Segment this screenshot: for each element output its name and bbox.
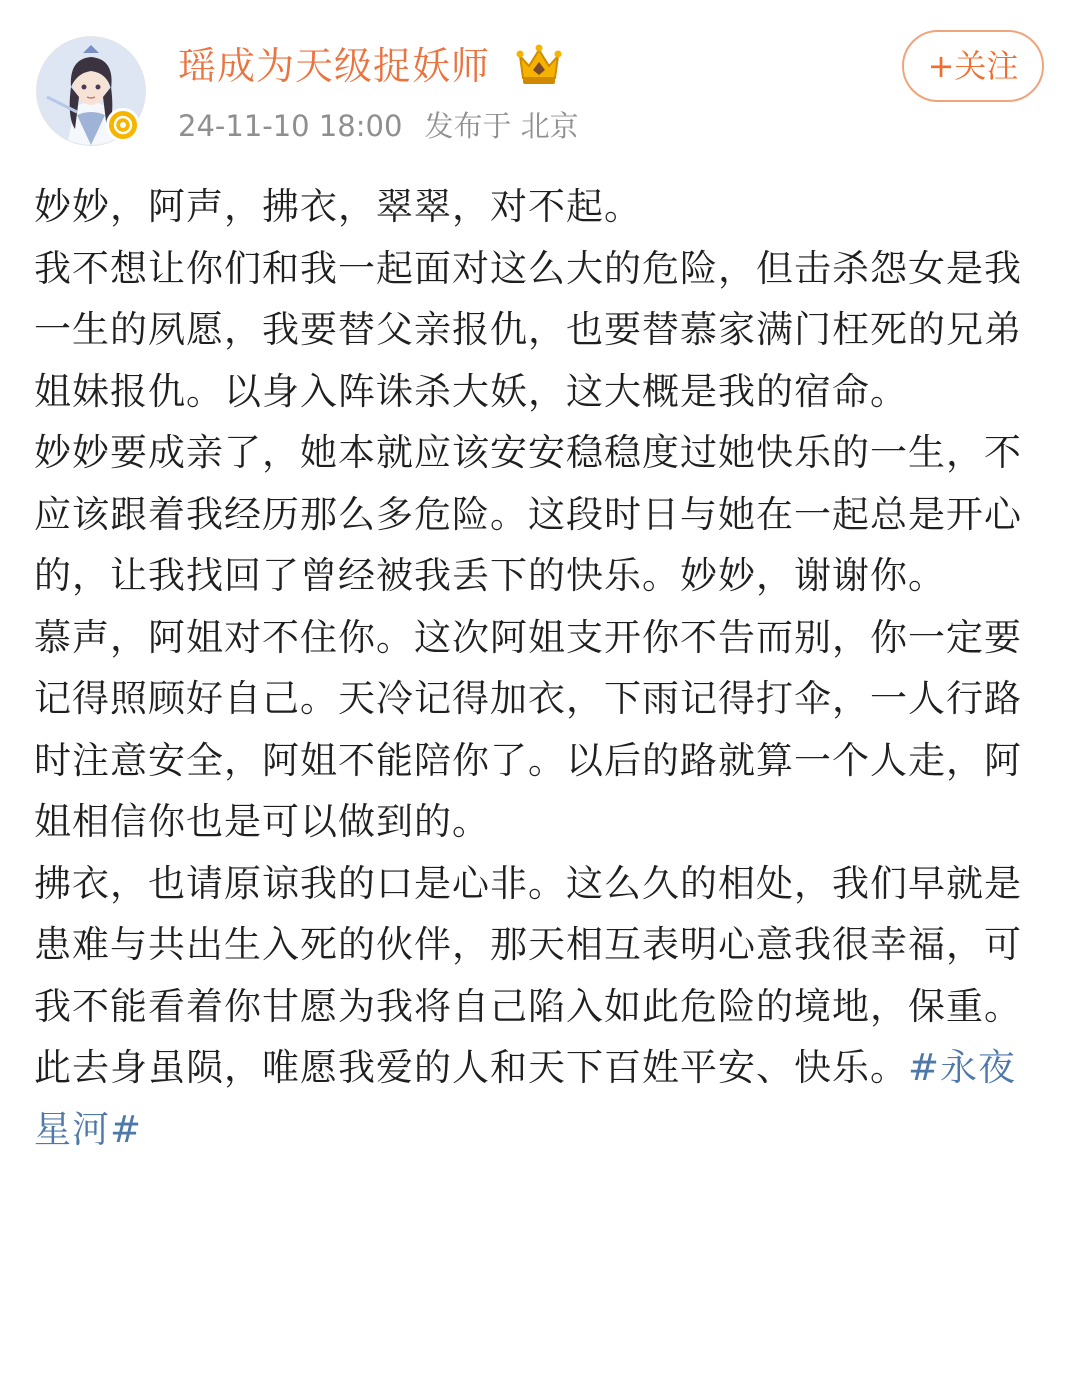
- post-paragraph-last: [34, 1037, 1048, 1160]
- author-name[interactable]: 瑶成为天级捉妖师: [178, 44, 491, 88]
- post-timestamp: 24-11-10 18:00: [178, 109, 403, 143]
- post-paragraph: 拂衣，也请原谅我的口是心非。这么久的相处，我们早就是患难与共出生入死的伙伴，那天相互表明心意我很幸福，可我不能看着你甘愿为我将自己陷入如此危险的境地，保重。: [34, 861, 1022, 1028]
- post-header: [0, 0, 1080, 150]
- post-paragraph: 妙妙，阿声，拂衣，翠翠，对不起。: [34, 185, 642, 228]
- post-paragraph: 我不想让你们和我一起面对这么大的危险，但击杀怨女是我一生的夙愿，我要替父亲报仇，也要替慕家满门枉死的兄弟姐妹报仇。以身入阵诛杀大妖，这大概是我的宿命。: [34, 246, 1022, 413]
- post-meta: [178, 104, 579, 148]
- post-body: [34, 176, 1048, 1160]
- verified-badge-icon: [106, 108, 140, 142]
- hashtag-link[interactable]: #永夜星河#: [34, 1046, 1017, 1151]
- post-paragraph: 妙妙要成亲了，她本就应该安安稳稳度过她快乐的一生，不应该跟着我经历那么多危险。这段时日与她在一起总是开心的，让我找回了曾经被我丢下的快乐。妙妙，谢谢你。: [34, 431, 1022, 597]
- follow-button[interactable]: +关注: [902, 30, 1044, 102]
- post-last-text: 此去身虽陨，唯愿我爱的人和天下百姓平安、快乐。: [34, 1046, 908, 1089]
- post-location: 发布于 北京: [424, 109, 579, 143]
- post-paragraph: 慕声，阿姐对不住你。这次阿姐支开你不告而别，你一定要记得照顾好自己。天冷记得加衣，下雨记得打伞，一人行路时注意安全，阿姐不能陪你了。以后的路就算一个人走，阿姐相信你也是可以做到的。: [34, 615, 1022, 843]
- crown-icon: [514, 42, 564, 88]
